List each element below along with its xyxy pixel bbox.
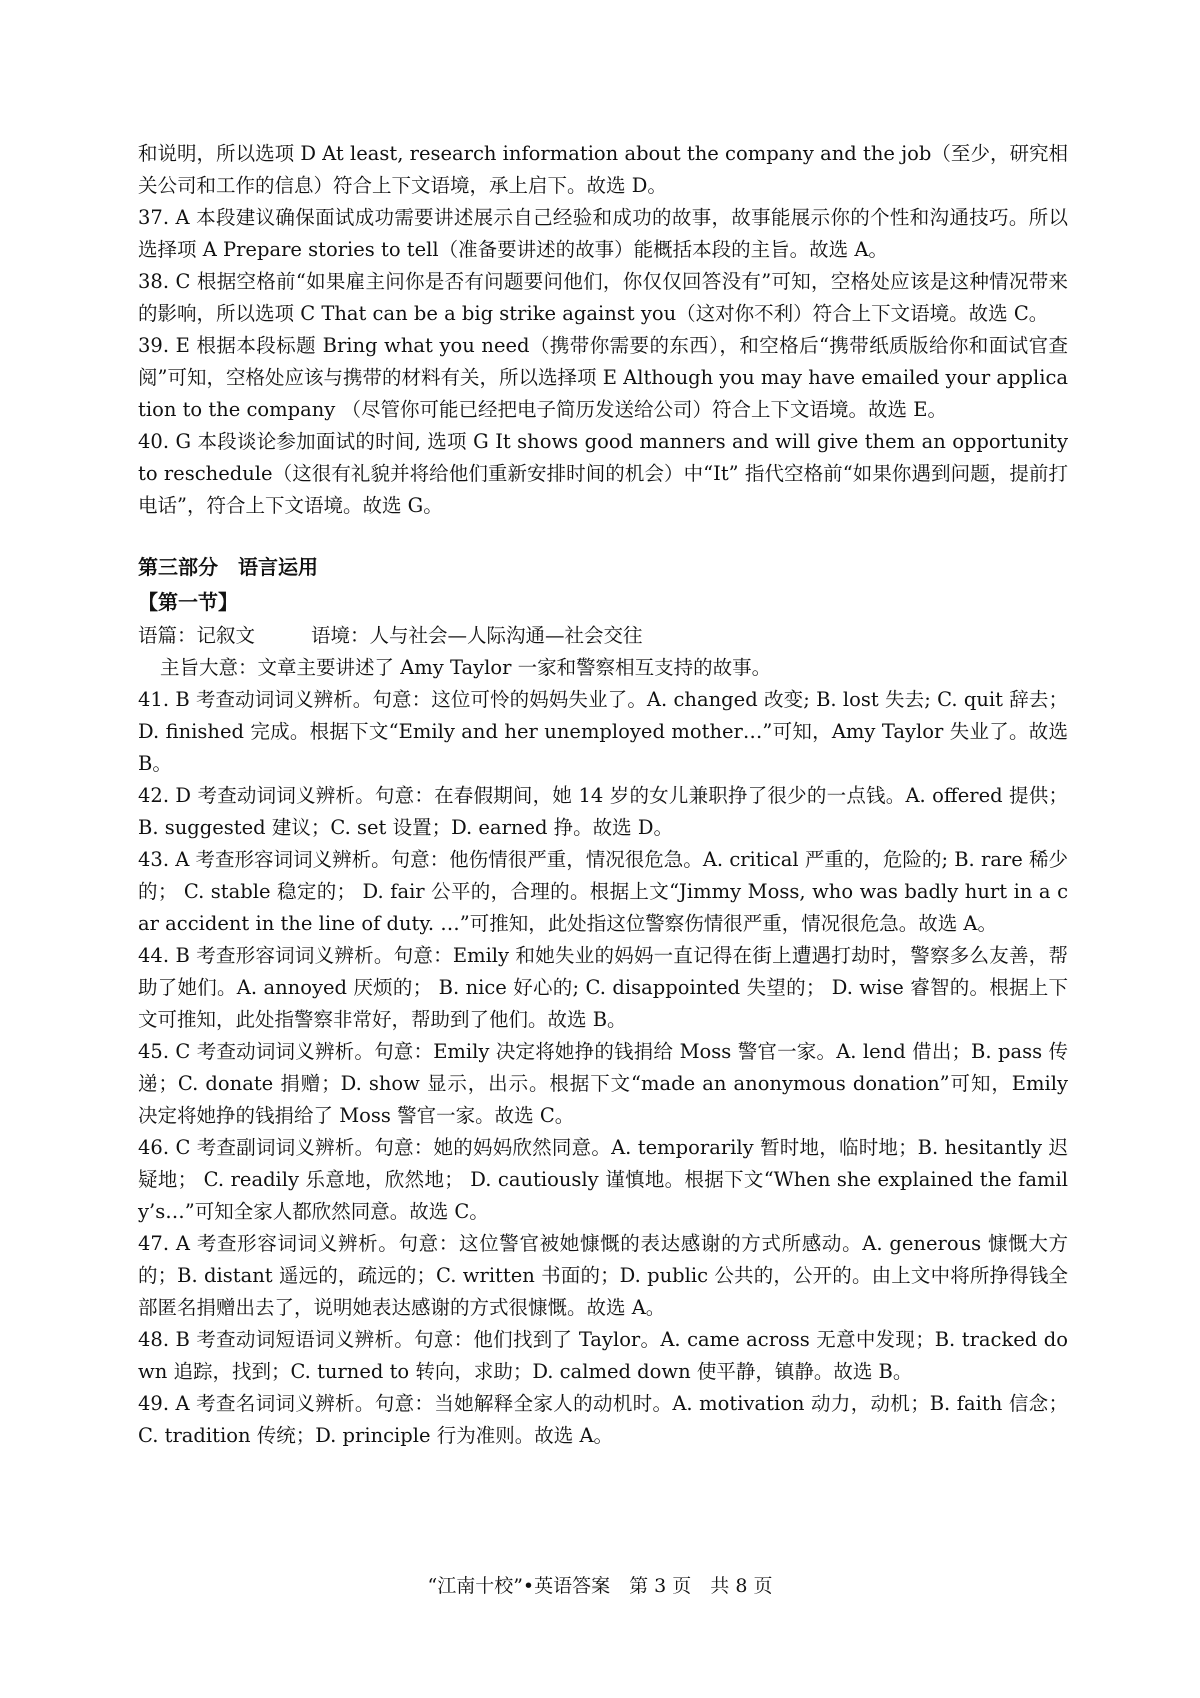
answer-paragraph-40: 40. G 本段谈论参加面试的时间, 选项 G It shows good manners and will give them an opportunity to reschedule（这很有礼貌并将给他们重新安排时间的机会）中“It” 指代空格前“如果你遇到问题，提前打电话”，符合上下文语境。故选 G。 [138,430,1068,517]
section-subtitle: 【第一节】 [138,590,238,614]
main-idea: 主旨大意：文章主要讲述了 Amy Taylor 一家和警察相互支持的故事。 [160,656,772,679]
section-title: 第三部分 语言运用 [138,555,318,579]
answer-paragraph-45: 45. C 考查动词词义辨析。句意：Emily 决定将她挣的钱捐给 Moss 警官一家。A. lend 借出；B. pass 传递；C. donate 捐赠；D. show 显示，出示。根据下文“made an anonymous donation”可知，Emily 决定将她挣的钱捐给了 Moss 警官一家。故选 C。 [138,1040,1068,1127]
section-gap [138,522,1068,550]
answer-paragraph-44: 44. B 考查形容词词义辨析。句意：Emily 和她失业的妈妈一直记得在街上遭遇打劫时，警察多么友善，帮助了她们。A. annoyed 厌烦的； B. nice 好心的; C. disappointed 失望的； D. wise 睿智的。根据上下文可推知，此处指警察非常好，帮助到了他们。故选 B。 [138,944,1068,1031]
answer-paragraph-37: 37. A 本段建议确保面试成功需要讲述展示自己经验和成功的故事，故事能展示你的个性和沟通技巧。所以选择项 A Prepare stories to tell（准备要讲述的故事）能概括本段的主旨。故选 A。 [138,206,1068,261]
answer-paragraph-48: 48. B 考查动词短语词义辨析。句意：他们找到了 Taylor。A. came across 无意中发现；B. tracked down 追踪，找到；C. turned to 转向，求助；D. calmed down 使平静，镇静。故选 B。 [138,1328,1068,1383]
answer-paragraph-43: 43. A 考查形容词词义辨析。句意：他伤情很严重，情况很危急。A. critical 严重的，危险的; B. rare 稀少的； C. stable 稳定的； D. fair 公平的，合理的。根据上文“Jimmy Moss, who was badly hurt in a car accident in the line of duty. …”可推知，此处指这位警察伤情很严重，情况很危急。故选 A。 [138,848,1068,935]
genre-label: 语篇：记叙文 [138,624,256,647]
answer-paragraph-38: 38. C 根据空格前“如果雇主问你是否有问题要问他们，你仅仅回答没有”可知，空格处应该是这种情况带来的影响，所以选项 C That can be a big strike against you（这对你不利）符合上下文语境。故选 C。 [138,270,1068,325]
answer-paragraph-49: 49. A 考查名词词义辨析。句意：当她解释全家人的动机时。A. motivation 动力，动机；B. faith 信念；C. tradition 传统；D. principle 行为准则。故选 A。 [138,1392,1068,1447]
passage-info [138,620,1068,652]
answer-paragraph-47: 47. A 考查形容词词义辨析。句意：这位警官被她慷慨的表达感谢的方式所感动。A. generous 慷慨大方的；B. distant 遥远的，疏远的；C. written 书面的；D. public 公共的，公开的。由上文中将所挣得钱全部匿名捐赠出去了，说明她表达感谢的方式很慷慨。故选 A。 [138,1232,1068,1319]
page-footer: “江南十校”•英语答案 第 3 页 共 8 页 [427,1575,773,1597]
answer-paragraph-46: 46. C 考查副词词义辨析。句意：她的妈妈欣然同意。A. temporarily 暂时地，临时地；B. hesitantly 迟疑地； C. readily 乐意地，欣然地； D. cautiously 谨慎地。根据下文“When she explained the family’s…”可知全家人都欣然同意。故选 C。 [138,1136,1068,1223]
answer-paragraph-39: 39. E 根据本段标题 Bring what you need（携带你需要的东西），和空格后“携带纸质版给你和面试官查阅”可知，空格处应该与携带的材料有关，所以选择项 E Although you may have emailed your application to the company （尽管你可能已经把电子简历发送给公司）符合上下文语境。故选 E。 [138,334,1068,421]
document-body [138,138,1068,1452]
context-label: 语境：人与社会—人际沟通—社会交往 [311,624,643,647]
answer-paragraph-36-continued: 和说明，所以选项 D At least, research information about the company and the job（至少，研究相关公司和工作的信息）符合上下文语境，承上启下。故选 D。 [138,142,1068,197]
answer-paragraph-41: 41. B 考查动词词义辨析。句意：这位可怜的妈妈失业了。A. changed 改变; B. lost 失去; C. quit 辞去；D. finished 完成。根据下文“Emily and her unemployed mother…”可知，Amy Taylor 失业了。故选 B。 [138,688,1068,775]
answer-paragraph-42: 42. D 考查动词词义辨析。句意：在春假期间，她 14 岁的女儿兼职挣了很少的一点钱。A. offered 提供；B. suggested 建议；C. set 设置；D. earned 挣。故选 D。 [138,784,1068,839]
